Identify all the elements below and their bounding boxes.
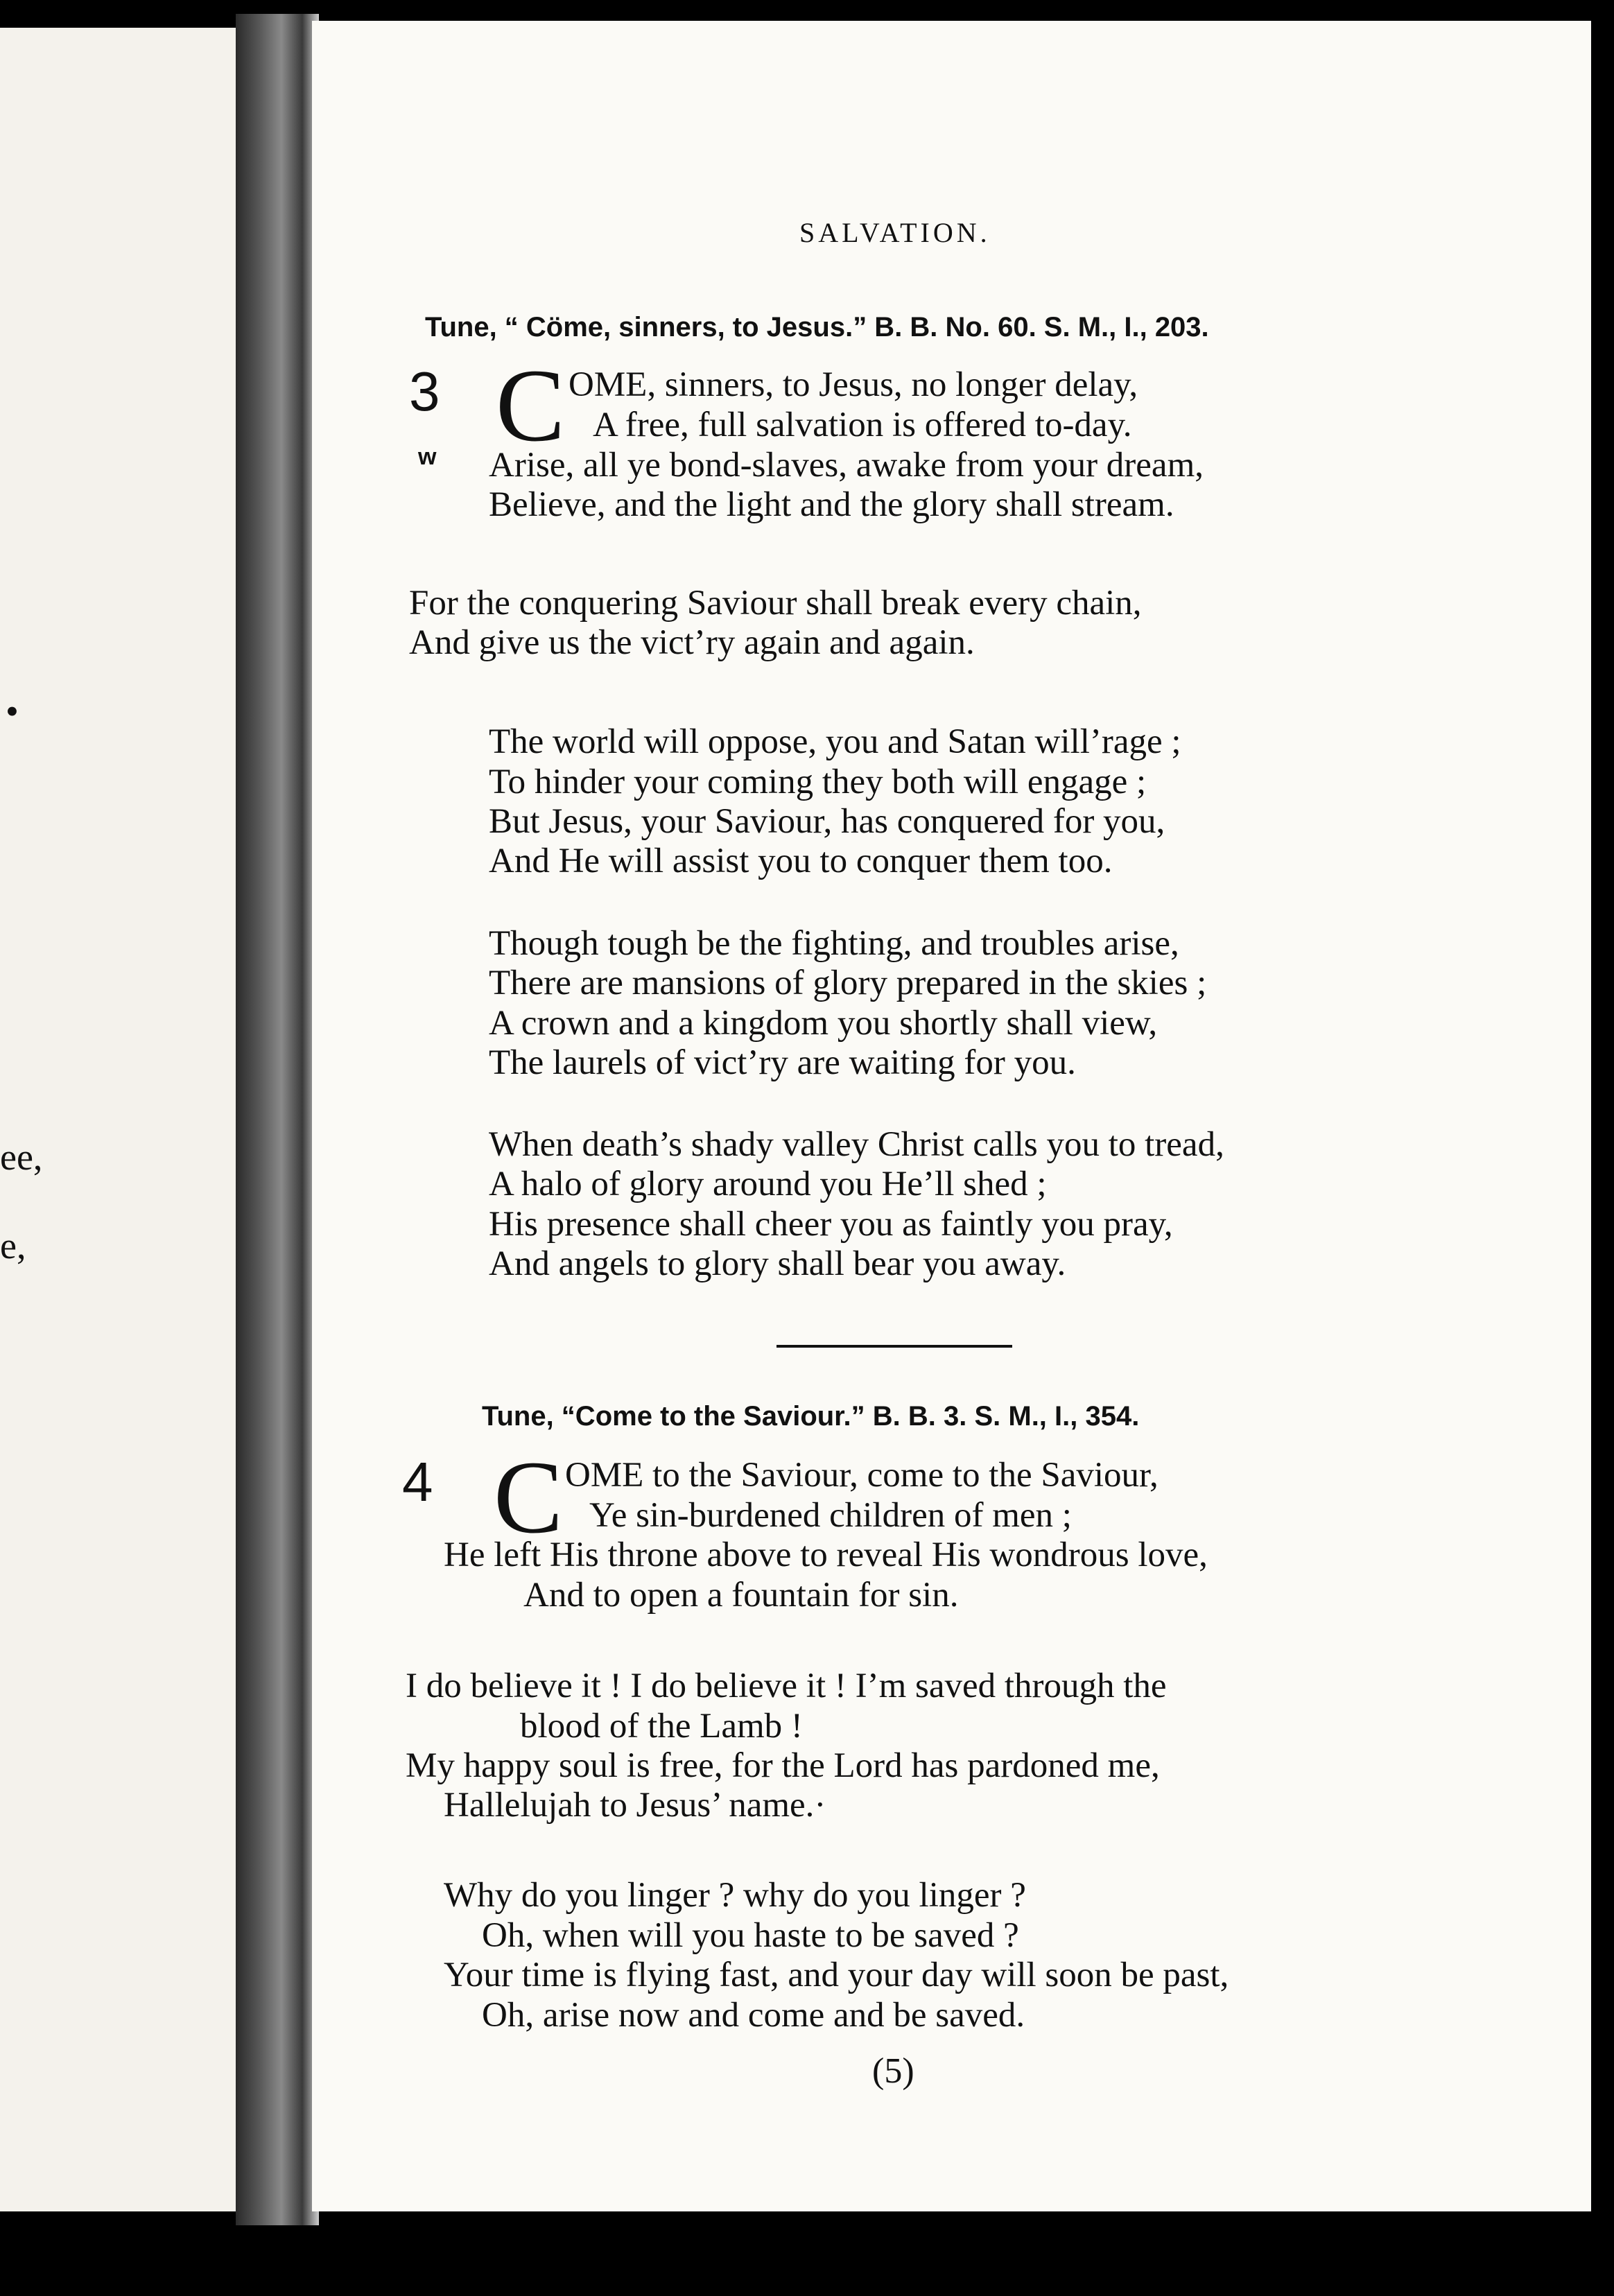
hymn-3-verse-2-line: The world will oppose, you and Satan willʼrage ; [489, 722, 1181, 761]
hymn-3-verse-1-line: A free, full salvation is offered to-day. [593, 406, 1132, 444]
hymn-4-chorus-line: Hallelujah to Jesus’ name.· [444, 1786, 826, 1825]
page-number: (5) [872, 2051, 914, 2091]
hymn-4-tune-line: Tune, “Come to the Saviour.” B. B. 3. S. M., I., 354. [482, 1401, 1140, 1432]
hymn-4-verse-1-line: OME to the Saviour, come to the Saviour, [565, 1456, 1159, 1495]
hymn-4-chorus-line: I do believe it ! I do believe it ! I’m saved through the [406, 1667, 1167, 1705]
page [312, 21, 1591, 2211]
hymn-3-key-mark: w [418, 444, 437, 470]
hymn-3-chorus-line: And give us the vict’ry again and again. [409, 623, 975, 662]
hymn-3-drop-cap: C [496, 348, 566, 463]
hymn-3-verse-1-line: Believe, and the light and the glory shall stream. [489, 485, 1174, 524]
margin-fragment: e, [0, 1225, 26, 1267]
hymn-3-number: 3 [409, 360, 440, 422]
hymn-4-chorus-line: blood of the Lamb ! [520, 1707, 803, 1746]
hymn-4-chorus-line: My happy soul is free, for the Lord has pardoned me, [406, 1746, 1160, 1785]
hymn-3-verse-2-line: But Jesus, your Saviour, has conquered for you, [489, 802, 1165, 841]
hymn-3-verse-4-line: His presence shall cheer you as faintly you pray, [489, 1205, 1173, 1244]
hymn-3-verse-1-line: OME, sinners, to Jesus, no longer delay, [569, 365, 1138, 404]
margin-fragment: • [6, 690, 19, 732]
hymn-4-drop-cap: C [494, 1440, 564, 1555]
hymn-4-verse-2-line: Oh, when will you haste to be saved ? [482, 1916, 1019, 1955]
hymn-3-verse-4-line: A halo of glory around you He’ll shed ; [489, 1165, 1047, 1203]
hymn-4-verse-1-line: And to open a fountain for sin. [523, 1576, 959, 1615]
hymn-3-verse-3-line: The laurels of vict’ry are waiting for you. [489, 1043, 1076, 1082]
left-page [0, 28, 243, 2211]
hymn-4-verse-1-line: Ye sin-burdened children of men ; [589, 1496, 1072, 1535]
section-divider [776, 1345, 1012, 1348]
hymn-4-verse-1-line: He left His throne above to reveal His wondrous love, [444, 1536, 1208, 1574]
hymn-3-verse-2-line: To hinder your coming they both will engage ; [489, 763, 1147, 801]
hymn-4-verse-2-line: Your time is flying fast, and your day will soon be past, [444, 1956, 1229, 1994]
hymn-3-verse-4-line: And angels to glory shall bear you away. [489, 1244, 1066, 1283]
hymn-3-chorus-line: For the conquering Saviour shall break every chain, [409, 584, 1142, 623]
hymn-3-verse-2-line: And He will assist you to conquer them too. [489, 842, 1113, 880]
hymn-3-verse-3-line: There are mansions of glory prepared in the skies ; [489, 964, 1207, 1002]
hymn-4-verse-2-line: Oh, arise now and come and be saved. [482, 1996, 1025, 2035]
hymn-3-verse-3-line: A crown and a kingdom you shortly shall view, [489, 1004, 1158, 1043]
hymn-4-verse-2-line: Why do you linger ? why do you linger ? [444, 1876, 1026, 1915]
running-head: SALVATION. [799, 217, 991, 248]
hymn-3-tune-line: Tune, “ Cöme, sinners, to Jesus.” B. B. No. 60. S. M., I., 203. [425, 312, 1209, 342]
hymn-3-verse-4-line: When death’s shady valley Christ calls you to tread, [489, 1125, 1224, 1164]
hymn-3-verse-1-line: Arise, all ye bond-slaves, awake from your dream, [489, 446, 1204, 485]
margin-fragment: ee, [0, 1136, 43, 1178]
book-gutter [236, 14, 319, 2225]
hymn-4-number: 4 [402, 1451, 433, 1513]
hymn-3-verse-3-line: Though tough be the fighting, and troubles arise, [489, 924, 1179, 963]
